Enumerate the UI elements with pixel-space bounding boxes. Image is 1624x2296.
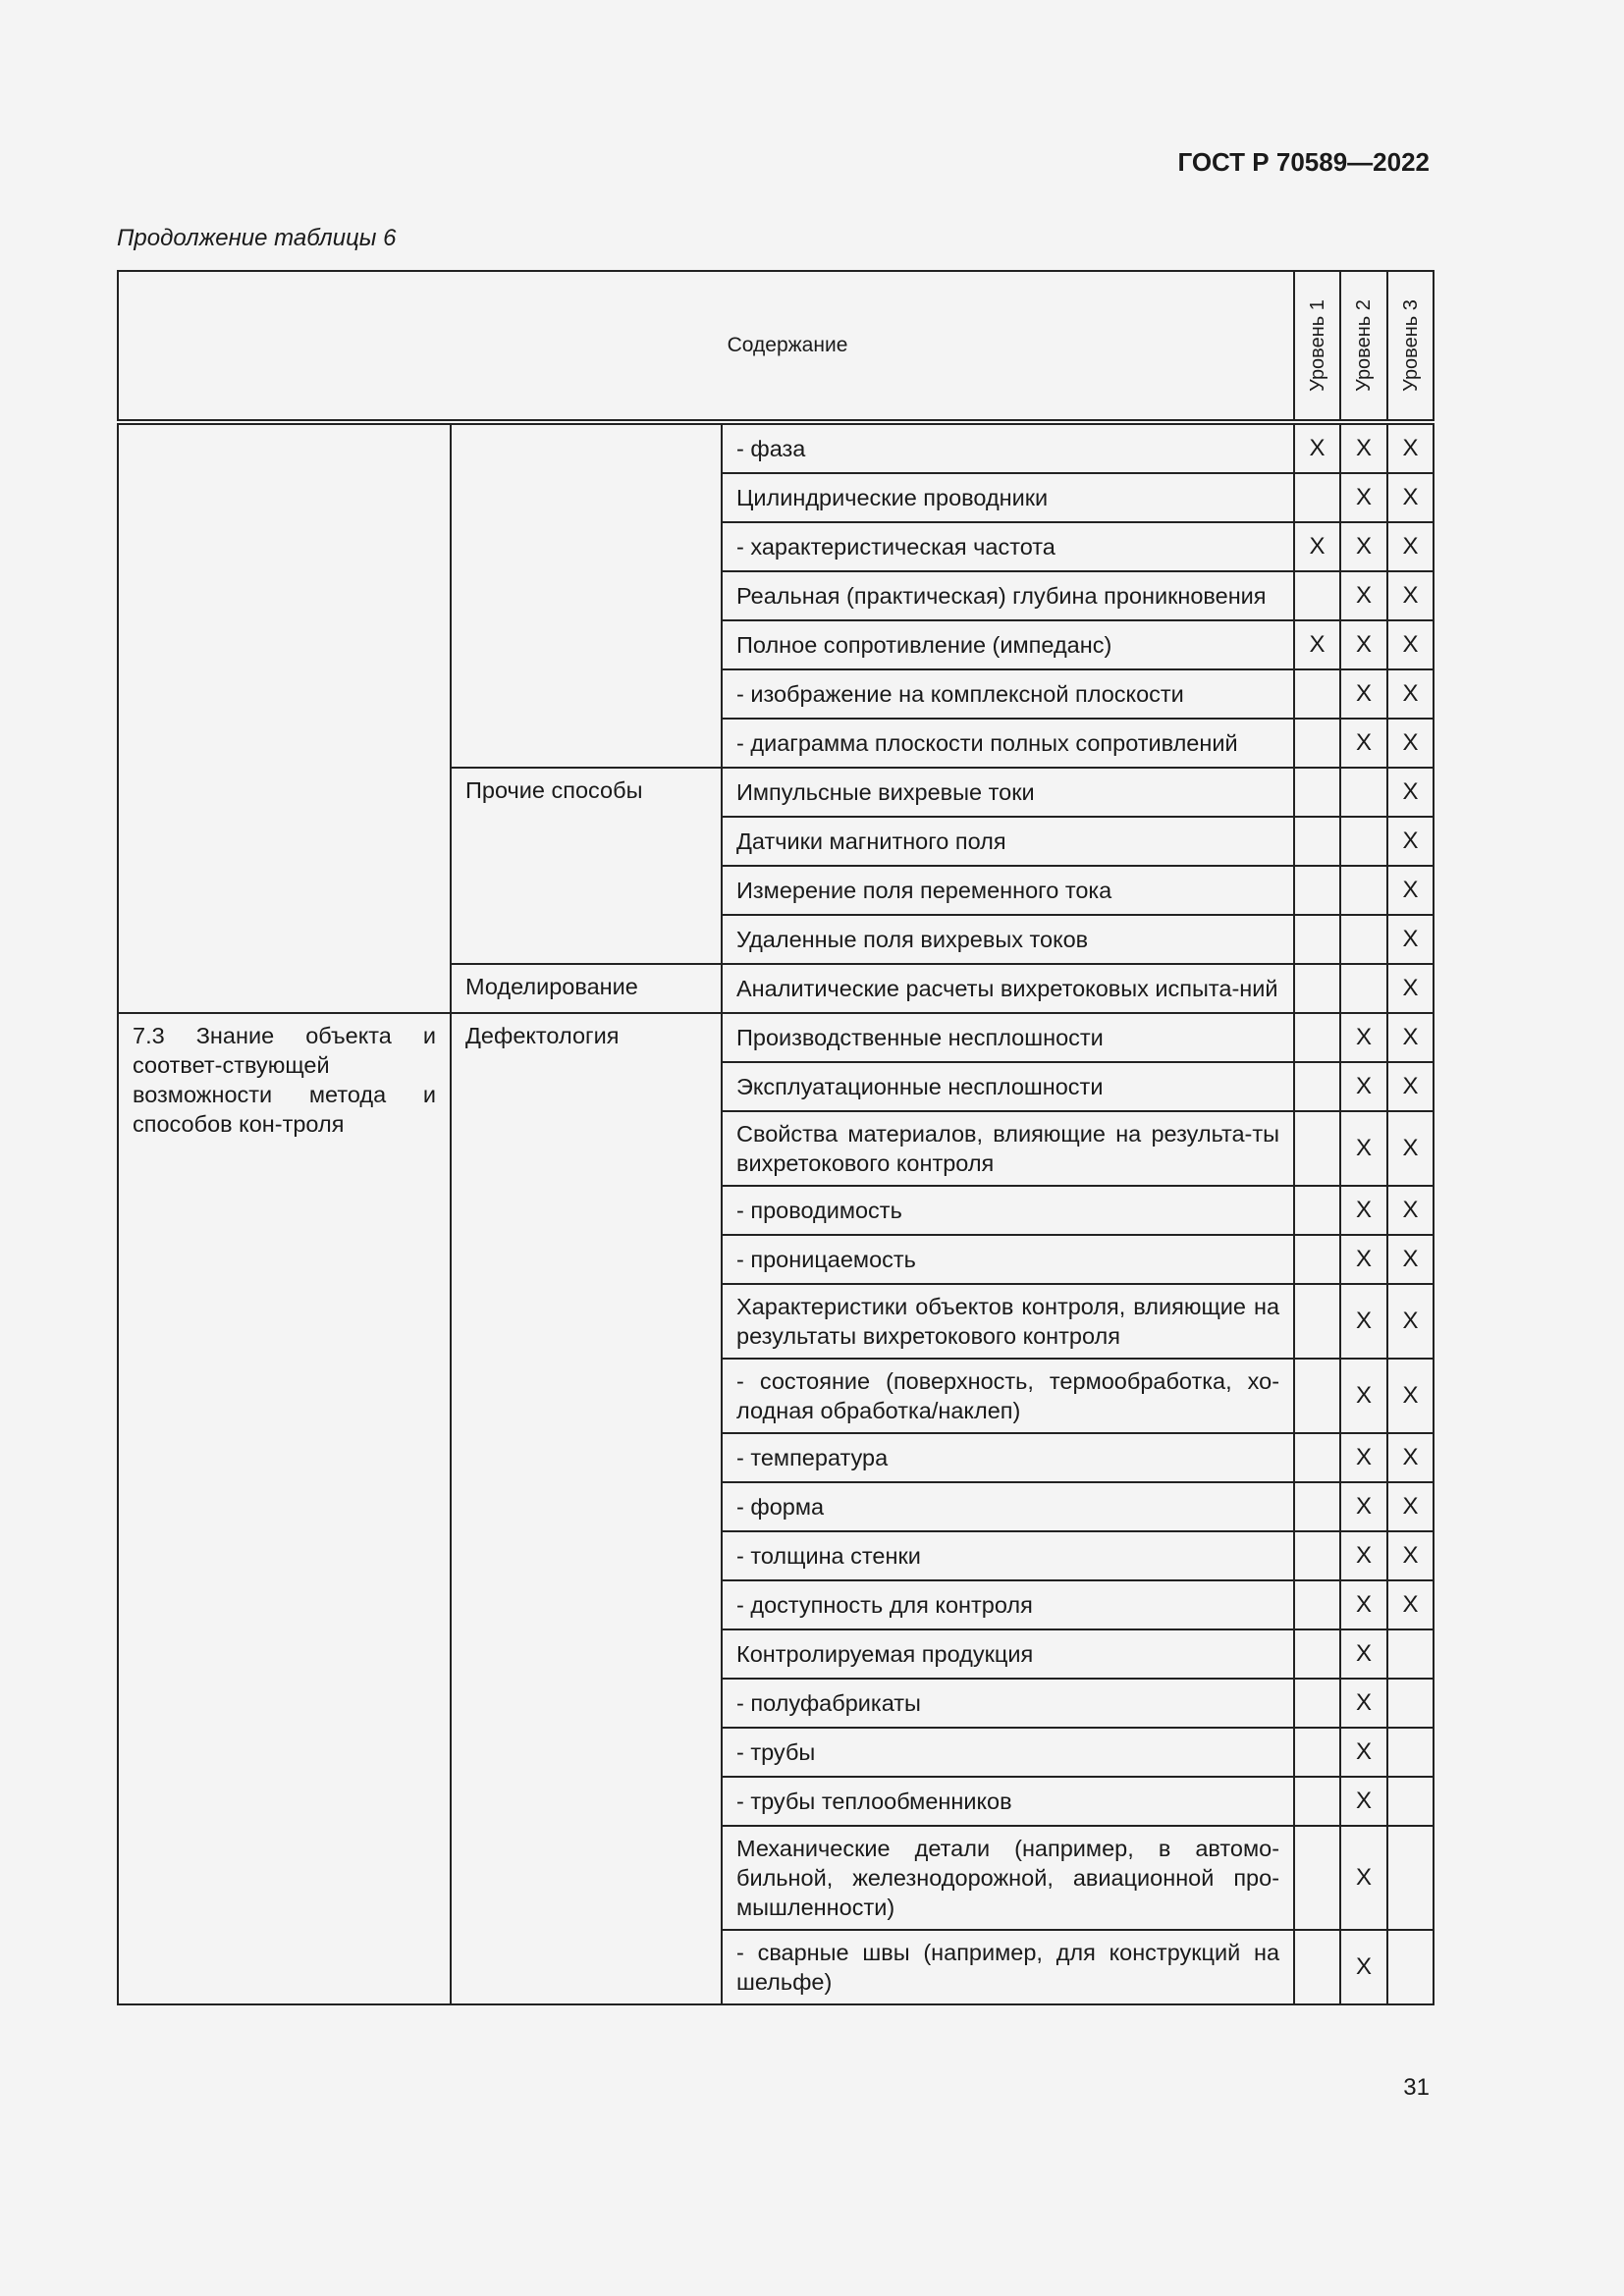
item-cell: Контролируемая продукция — [722, 1629, 1294, 1679]
level-2-mark: X — [1340, 1728, 1387, 1777]
level-3-mark: X — [1387, 915, 1434, 964]
level-1-mark — [1294, 964, 1340, 1013]
level-3-mark: X — [1387, 522, 1434, 571]
item-cell: - температура — [722, 1433, 1294, 1482]
item-cell: - изображение на комплексной плоскости — [722, 669, 1294, 719]
column-header-content: Содержание — [118, 271, 1294, 422]
level-2-mark: X — [1340, 719, 1387, 768]
level-3-mark: X — [1387, 768, 1434, 817]
level-1-mark — [1294, 1062, 1340, 1111]
item-cell: - трубы теплообменников — [722, 1777, 1294, 1826]
level-2-mark: X — [1340, 1580, 1387, 1629]
level-2-mark: X — [1340, 1531, 1387, 1580]
item-cell: Датчики магнитного поля — [722, 817, 1294, 866]
level-2-mark: X — [1340, 1235, 1387, 1284]
level-1-mark — [1294, 1826, 1340, 1930]
item-cell: Реальная (практическая) глубина проникновения — [722, 571, 1294, 620]
level-3-label: Уровень 3 — [1399, 299, 1422, 392]
item-cell: Эксплуатационные несплошности — [722, 1062, 1294, 1111]
method-cell: Дефектология — [451, 1013, 722, 2004]
item-cell: - доступность для контроля — [722, 1580, 1294, 1629]
item-cell: - характеристическая частота — [722, 522, 1294, 571]
level-3-mark: X — [1387, 1013, 1434, 1062]
level-3-mark: X — [1387, 866, 1434, 915]
section-cell — [118, 422, 451, 1013]
item-cell: - диаграмма плоскости полных сопротивлений — [722, 719, 1294, 768]
level-2-mark: X — [1340, 1629, 1387, 1679]
table-body — [118, 422, 1434, 2004]
level-3-mark — [1387, 1679, 1434, 1728]
item-cell: Удаленные поля вихревых токов — [722, 915, 1294, 964]
level-1-mark — [1294, 1359, 1340, 1433]
item-cell: - трубы — [722, 1728, 1294, 1777]
item-cell: Производственные несплошности — [722, 1013, 1294, 1062]
level-2-mark — [1340, 964, 1387, 1013]
level-2-mark: X — [1340, 1062, 1387, 1111]
level-3-mark — [1387, 1777, 1434, 1826]
level-1-mark — [1294, 1482, 1340, 1531]
level-1-mark — [1294, 1111, 1340, 1186]
item-cell: - форма — [722, 1482, 1294, 1531]
level-1-mark — [1294, 915, 1340, 964]
item-cell: - проводимость — [722, 1186, 1294, 1235]
level-1-mark — [1294, 817, 1340, 866]
level-3-mark — [1387, 1930, 1434, 2004]
document-code: ГОСТ Р 70589—2022 — [1177, 147, 1430, 177]
item-cell: Характеристики объектов контроля, влияющие на результаты вихретокового контроля — [722, 1284, 1294, 1359]
item-cell: - полуфабрикаты — [722, 1679, 1294, 1728]
item-cell: Цилиндрические проводники — [722, 473, 1294, 522]
level-2-mark: X — [1340, 1013, 1387, 1062]
level-2-mark: X — [1340, 1186, 1387, 1235]
level-1-mark — [1294, 866, 1340, 915]
level-2-mark: X — [1340, 1359, 1387, 1433]
level-2-mark: X — [1340, 1826, 1387, 1930]
item-cell: - фаза — [722, 422, 1294, 473]
level-1-mark: X — [1294, 522, 1340, 571]
level-1-mark — [1294, 1186, 1340, 1235]
level-2-mark: X — [1340, 669, 1387, 719]
level-3-mark: X — [1387, 964, 1434, 1013]
level-3-mark: X — [1387, 620, 1434, 669]
level-1-mark — [1294, 1580, 1340, 1629]
level-2-mark: X — [1340, 1111, 1387, 1186]
item-cell: - проницаемость — [722, 1235, 1294, 1284]
level-1-mark — [1294, 1930, 1340, 2004]
level-1-mark — [1294, 669, 1340, 719]
method-cell: Прочие способы — [451, 768, 722, 964]
section-cell: 7.3 Знание объекта и соответ-ствующей возможности метода и способов кон-троля — [118, 1013, 451, 2004]
level-2-mark: X — [1340, 1284, 1387, 1359]
level-2-mark: X — [1340, 1930, 1387, 2004]
level-3-mark — [1387, 1826, 1434, 1930]
level-1-mark: X — [1294, 422, 1340, 473]
level-3-mark: X — [1387, 1433, 1434, 1482]
table-caption: Продолжение таблицы 6 — [117, 225, 397, 251]
level-1-mark — [1294, 1531, 1340, 1580]
level-1-mark: X — [1294, 620, 1340, 669]
table-row — [118, 1013, 1434, 1062]
level-1-mark — [1294, 768, 1340, 817]
level-3-mark — [1387, 1629, 1434, 1679]
level-2-mark — [1340, 866, 1387, 915]
level-2-mark: X — [1340, 1482, 1387, 1531]
level-2-mark — [1340, 817, 1387, 866]
level-3-mark: X — [1387, 1482, 1434, 1531]
table-row — [118, 422, 1434, 473]
level-1-mark — [1294, 1284, 1340, 1359]
level-1-mark — [1294, 1728, 1340, 1777]
item-cell: - состояние (поверхность, термообработка, хо-лодная обработка/наклеп) — [722, 1359, 1294, 1433]
level-3-mark: X — [1387, 1235, 1434, 1284]
level-1-mark — [1294, 473, 1340, 522]
level-2-mark: X — [1340, 522, 1387, 571]
method-cell — [451, 422, 722, 768]
item-cell: - толщина стенки — [722, 1531, 1294, 1580]
level-1-mark — [1294, 719, 1340, 768]
level-3-mark: X — [1387, 473, 1434, 522]
level-3-mark: X — [1387, 669, 1434, 719]
item-cell: Измерение поля переменного тока — [722, 866, 1294, 915]
level-1-mark — [1294, 1433, 1340, 1482]
level-3-mark: X — [1387, 1284, 1434, 1359]
level-2-mark — [1340, 768, 1387, 817]
method-cell: Моделирование — [451, 964, 722, 1013]
item-cell: Свойства материалов, влияющие на результа-ты вихретокового контроля — [722, 1111, 1294, 1186]
item-cell: Полное сопротивление (импеданс) — [722, 620, 1294, 669]
item-cell: Механические детали (например, в автомо-бильной, железнодорожной, авиационной про-мышленности) — [722, 1826, 1294, 1930]
column-header-level-1 — [1294, 271, 1340, 422]
level-3-mark — [1387, 1728, 1434, 1777]
competency-table — [117, 270, 1433, 2005]
level-3-mark: X — [1387, 1580, 1434, 1629]
level-3-mark: X — [1387, 571, 1434, 620]
level-2-mark: X — [1340, 1433, 1387, 1482]
level-2-mark: X — [1340, 1679, 1387, 1728]
level-2-mark: X — [1340, 571, 1387, 620]
level-1-mark — [1294, 1629, 1340, 1679]
column-header-level-2 — [1340, 271, 1387, 422]
level-3-mark: X — [1387, 422, 1434, 473]
level-3-mark: X — [1387, 1186, 1434, 1235]
level-3-mark: X — [1387, 1111, 1434, 1186]
item-cell: Импульсные вихревые токи — [722, 768, 1294, 817]
item-cell: Аналитические расчеты вихретоковых испыта-ний — [722, 964, 1294, 1013]
level-1-mark — [1294, 1013, 1340, 1062]
level-1-mark — [1294, 571, 1340, 620]
level-1-mark — [1294, 1777, 1340, 1826]
level-3-mark: X — [1387, 1359, 1434, 1433]
level-2-mark: X — [1340, 473, 1387, 522]
level-3-mark: X — [1387, 719, 1434, 768]
page-number: 31 — [1403, 2074, 1430, 2101]
level-2-mark: X — [1340, 620, 1387, 669]
level-1-mark — [1294, 1679, 1340, 1728]
level-2-mark: X — [1340, 1777, 1387, 1826]
level-1-label: Уровень 1 — [1306, 299, 1328, 392]
table-header-row — [118, 271, 1434, 422]
level-3-mark: X — [1387, 1531, 1434, 1580]
level-2-label: Уровень 2 — [1353, 299, 1376, 392]
level-3-mark: X — [1387, 1062, 1434, 1111]
column-header-level-3 — [1387, 271, 1434, 422]
level-1-mark — [1294, 1235, 1340, 1284]
level-3-mark: X — [1387, 817, 1434, 866]
item-cell: - сварные швы (например, для конструкций на шельфе) — [722, 1930, 1294, 2004]
level-2-mark — [1340, 915, 1387, 964]
level-2-mark: X — [1340, 422, 1387, 473]
